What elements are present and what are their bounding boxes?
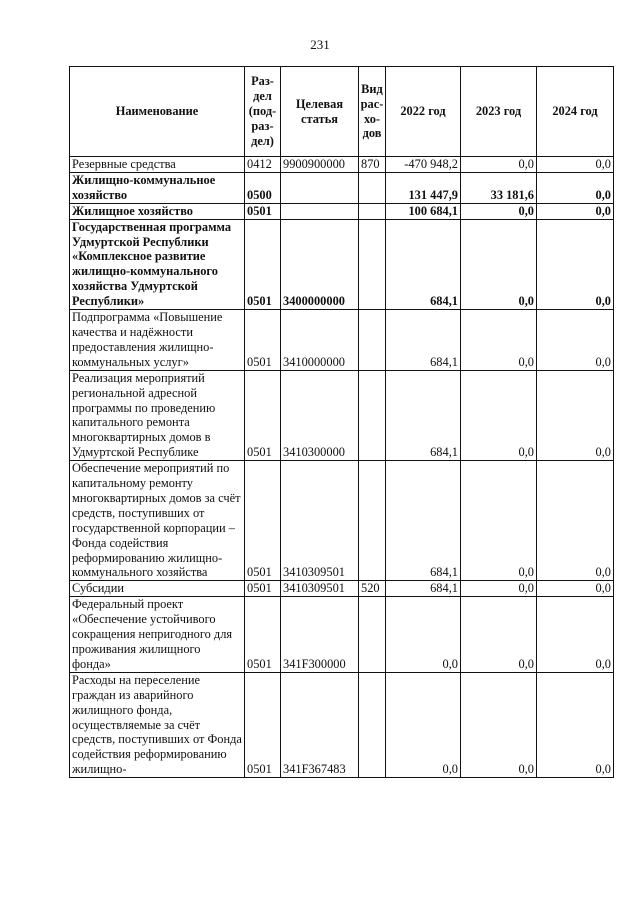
cell-name: Реализация мероприятий региональной адресной программы по проведению капитального ремонта многоквартирных домов в Удмуртской Республике: [70, 370, 245, 460]
table-row: [70, 203, 614, 219]
cell-name: Федеральный проект «Обеспечение устойчивого сокращения непригодного для проживания жилищного фонда»: [70, 597, 245, 673]
cell-2024: 0,0: [537, 597, 614, 673]
cell-2024: 0,0: [537, 172, 614, 203]
cell-2024: 0,0: [537, 672, 614, 777]
table-header-row: [70, 67, 614, 157]
cell-2024: 0,0: [537, 370, 614, 460]
cell-2022: 684,1: [386, 370, 461, 460]
cell-2023: 0,0: [461, 310, 537, 371]
header-target: Целевая статья: [281, 67, 359, 157]
cell-2023: 0,0: [461, 219, 537, 309]
cell-2023: 0,0: [461, 461, 537, 581]
cell-section: 0501: [245, 219, 281, 309]
budget-table: [69, 66, 614, 778]
header-kind: Вид рас-хо-дов: [359, 67, 386, 157]
cell-kind: 870: [359, 157, 386, 173]
cell-kind: [359, 172, 386, 203]
cell-2023: 0,0: [461, 370, 537, 460]
cell-section: 0501: [245, 672, 281, 777]
header-section: Раз-дел (под-раз-дел): [245, 67, 281, 157]
cell-section: 0501: [245, 310, 281, 371]
table-row: [70, 597, 614, 673]
cell-target: [281, 172, 359, 203]
cell-2022: 684,1: [386, 581, 461, 597]
cell-target: 3410309501: [281, 461, 359, 581]
cell-section: 0501: [245, 461, 281, 581]
cell-2023: 0,0: [461, 157, 537, 173]
cell-target: 9900900000: [281, 157, 359, 173]
cell-section: 0501: [245, 370, 281, 460]
cell-name: Расходы на переселение граждан из аварийного жилищного фонда, осуществляемые за счёт средств, поступивших от Фонда содействия реформированию жилищно-: [70, 672, 245, 777]
cell-name: Субсидии: [70, 581, 245, 597]
cell-kind: [359, 219, 386, 309]
cell-name: Жилищное хозяйство: [70, 203, 245, 219]
table-body: [70, 157, 614, 778]
cell-name: Обеспечение мероприятий по капитальному ремонту многоквартирных домов за счёт средств, поступивших от государственной корпорации – Фонда содействия реформированию жилищно-коммунального хозяйства: [70, 461, 245, 581]
cell-2024: 0,0: [537, 219, 614, 309]
cell-2024: 0,0: [537, 157, 614, 173]
cell-section: 0501: [245, 203, 281, 219]
cell-target: 341F367483: [281, 672, 359, 777]
cell-2023: 33 181,6: [461, 172, 537, 203]
cell-kind: [359, 672, 386, 777]
page-number: 231: [310, 37, 330, 52]
table-row: [70, 310, 614, 371]
header-name: Наименование: [70, 67, 245, 157]
cell-2023: 0,0: [461, 203, 537, 219]
cell-2022: 684,1: [386, 461, 461, 581]
cell-kind: [359, 203, 386, 219]
cell-kind: [359, 461, 386, 581]
cell-target: 3410300000: [281, 370, 359, 460]
header-2022: 2022 год: [386, 67, 461, 157]
cell-2022: 131 447,9: [386, 172, 461, 203]
cell-section: 0501: [245, 597, 281, 673]
cell-2023: 0,0: [461, 672, 537, 777]
cell-kind: [359, 370, 386, 460]
cell-target: [281, 203, 359, 219]
cell-target: 3410000000: [281, 310, 359, 371]
header-2023: 2023 год: [461, 67, 537, 157]
cell-2022: 684,1: [386, 310, 461, 371]
cell-name: Резервные средства: [70, 157, 245, 173]
cell-name: Подпрограмма «Повышение качества и надёжности предоставления жилищно-коммунальных услуг»: [70, 310, 245, 371]
cell-target: 3400000000: [281, 219, 359, 309]
table-row: [70, 581, 614, 597]
cell-2023: 0,0: [461, 597, 537, 673]
table-row: [70, 219, 614, 309]
table-row: [70, 157, 614, 173]
cell-2024: 0,0: [537, 581, 614, 597]
table-row: [70, 370, 614, 460]
cell-2024: 0,0: [537, 310, 614, 371]
cell-2024: 0,0: [537, 203, 614, 219]
cell-section: 0501: [245, 581, 281, 597]
cell-2022: 0,0: [386, 597, 461, 673]
cell-section: 0500: [245, 172, 281, 203]
cell-2022: -470 948,2: [386, 157, 461, 173]
table-row: [70, 461, 614, 581]
cell-kind: 520: [359, 581, 386, 597]
header-2024: 2024 год: [537, 67, 614, 157]
cell-target: 3410309501: [281, 581, 359, 597]
table-row: [70, 672, 614, 777]
cell-section: 0412: [245, 157, 281, 173]
cell-name: Жилищно-коммунальное хозяйство: [70, 172, 245, 203]
cell-kind: [359, 310, 386, 371]
table-row: [70, 172, 614, 203]
cell-2024: 0,0: [537, 461, 614, 581]
cell-2022: 100 684,1: [386, 203, 461, 219]
cell-2023: 0,0: [461, 581, 537, 597]
cell-2022: 0,0: [386, 672, 461, 777]
cell-name: Государственная программа Удмуртской Республики «Комплексное развитие жилищно-коммунального хозяйства Удмуртской Республики»: [70, 219, 245, 309]
cell-2022: 684,1: [386, 219, 461, 309]
cell-kind: [359, 597, 386, 673]
cell-target: 341F300000: [281, 597, 359, 673]
